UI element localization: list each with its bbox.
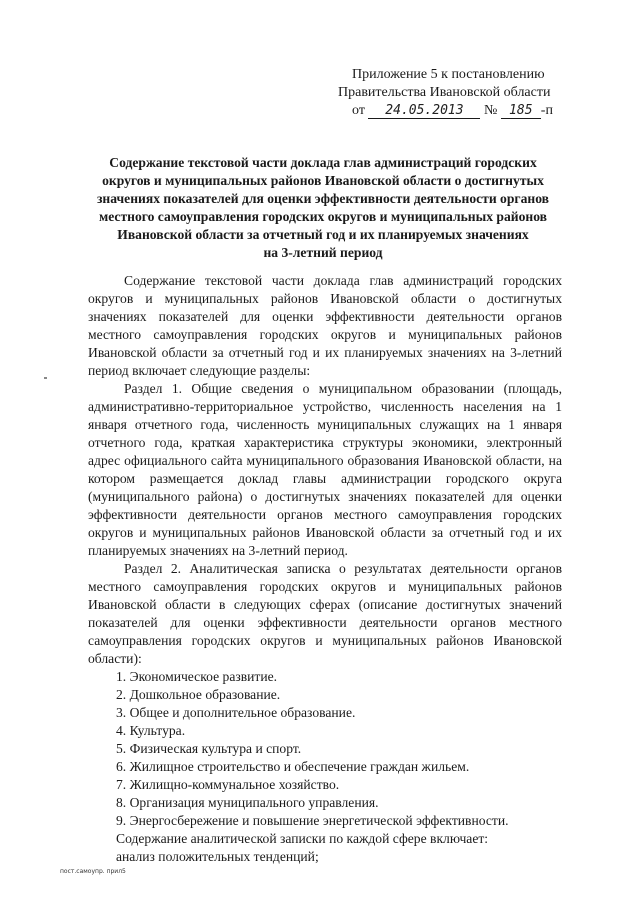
handwritten-date: 24.05.2013 <box>368 103 480 119</box>
title-line: местного самоуправления городских округов и муниципальных районов <box>98 209 548 224</box>
title-line: значениях показателей для оценки эффективности деятельности органов <box>96 191 550 206</box>
list-item: 9. Энергосбережение и повышение энергетической эффективности. <box>116 813 509 828</box>
number-suffix: -п <box>540 103 553 118</box>
list-item: 8. Организация муниципального управления. <box>116 795 379 810</box>
list-item: 4. Культура. <box>116 723 186 738</box>
file-footer: пост.самоупр. прил5 <box>60 868 126 875</box>
section-1-paragraph: Раздел 1. Общие сведения о муниципальном образовании (площадь, административно-территориальное устройство, численность населения на 1 января отчетного года, численность муниципальных служащих на 1 января отчетного года, краткая характеристика структуры экономики, электронный адрес официального сайта муниципального образования Ивановской области, на котором размещается доклад главы администрации городского округа (муниципального района) о достигнутых значениях показателей для оценки эффективности деятельности органов местного самоуправления городских округов и муниципальных районов Ивановской области за отчетный год и их планируемых значениях на 3-летний период. <box>88 381 562 558</box>
government-line: Правительства Ивановской области <box>338 85 551 100</box>
list-item: 2. Дошкольное образование. <box>116 687 281 702</box>
date-number-line <box>338 102 598 120</box>
from-label: от <box>352 103 365 118</box>
content-description: Содержание аналитической записки по каждой сфере включает: <box>116 831 489 846</box>
title-line: Ивановской области за отчетный год и их планируемых значениях <box>117 227 529 242</box>
list-item: 3. Общее и дополнительное образование. <box>116 705 356 720</box>
handwritten-number: 185 <box>501 103 541 119</box>
appendix-header <box>338 66 598 120</box>
number-label: № <box>483 103 498 118</box>
appendix-title-line: Приложение 5 к постановлению <box>352 67 545 82</box>
document-body <box>88 272 562 866</box>
document-title <box>86 154 560 262</box>
section-2-paragraph: Раздел 2. Аналитическая записка о результатах деятельности органов местного самоуправления городских округов и муниципальных районов Ивановской области в следующих сферах (описание достигнутых значений показателей для оценки эффективности деятельности органов местного самоуправления городских округов и муниципальных районов Ивановской области): <box>88 561 562 666</box>
scan-mark <box>44 377 47 379</box>
title-line: округов и муниципальных районов Ивановской области о достигнутых <box>102 173 544 188</box>
list-item: 5. Физическая культура и спорт. <box>116 741 302 756</box>
intro-paragraph: Содержание текстовой части доклада глав администраций городских округов и муниципальных районов Ивановской области о достигнутых значениях показателей для оценки эффективности деятельности органов местного самоуправления городских округов и муниципальных районов Ивановской области за отчетный год и их планируемых значениях на 3-летний период включает следующие разделы: <box>88 273 562 378</box>
analysis-line: анализ положительных тенденций; <box>116 849 319 864</box>
title-line: Содержание текстовой части доклада глав администраций городских <box>109 155 537 170</box>
title-line: на 3-летний период <box>263 245 383 260</box>
list-item: 1. Экономическое развитие. <box>116 669 278 684</box>
list-item: 7. Жилищно-коммунальное хозяйство. <box>116 777 340 792</box>
list-item: 6. Жилищное строительство и обеспечение граждан жильем. <box>116 759 470 774</box>
